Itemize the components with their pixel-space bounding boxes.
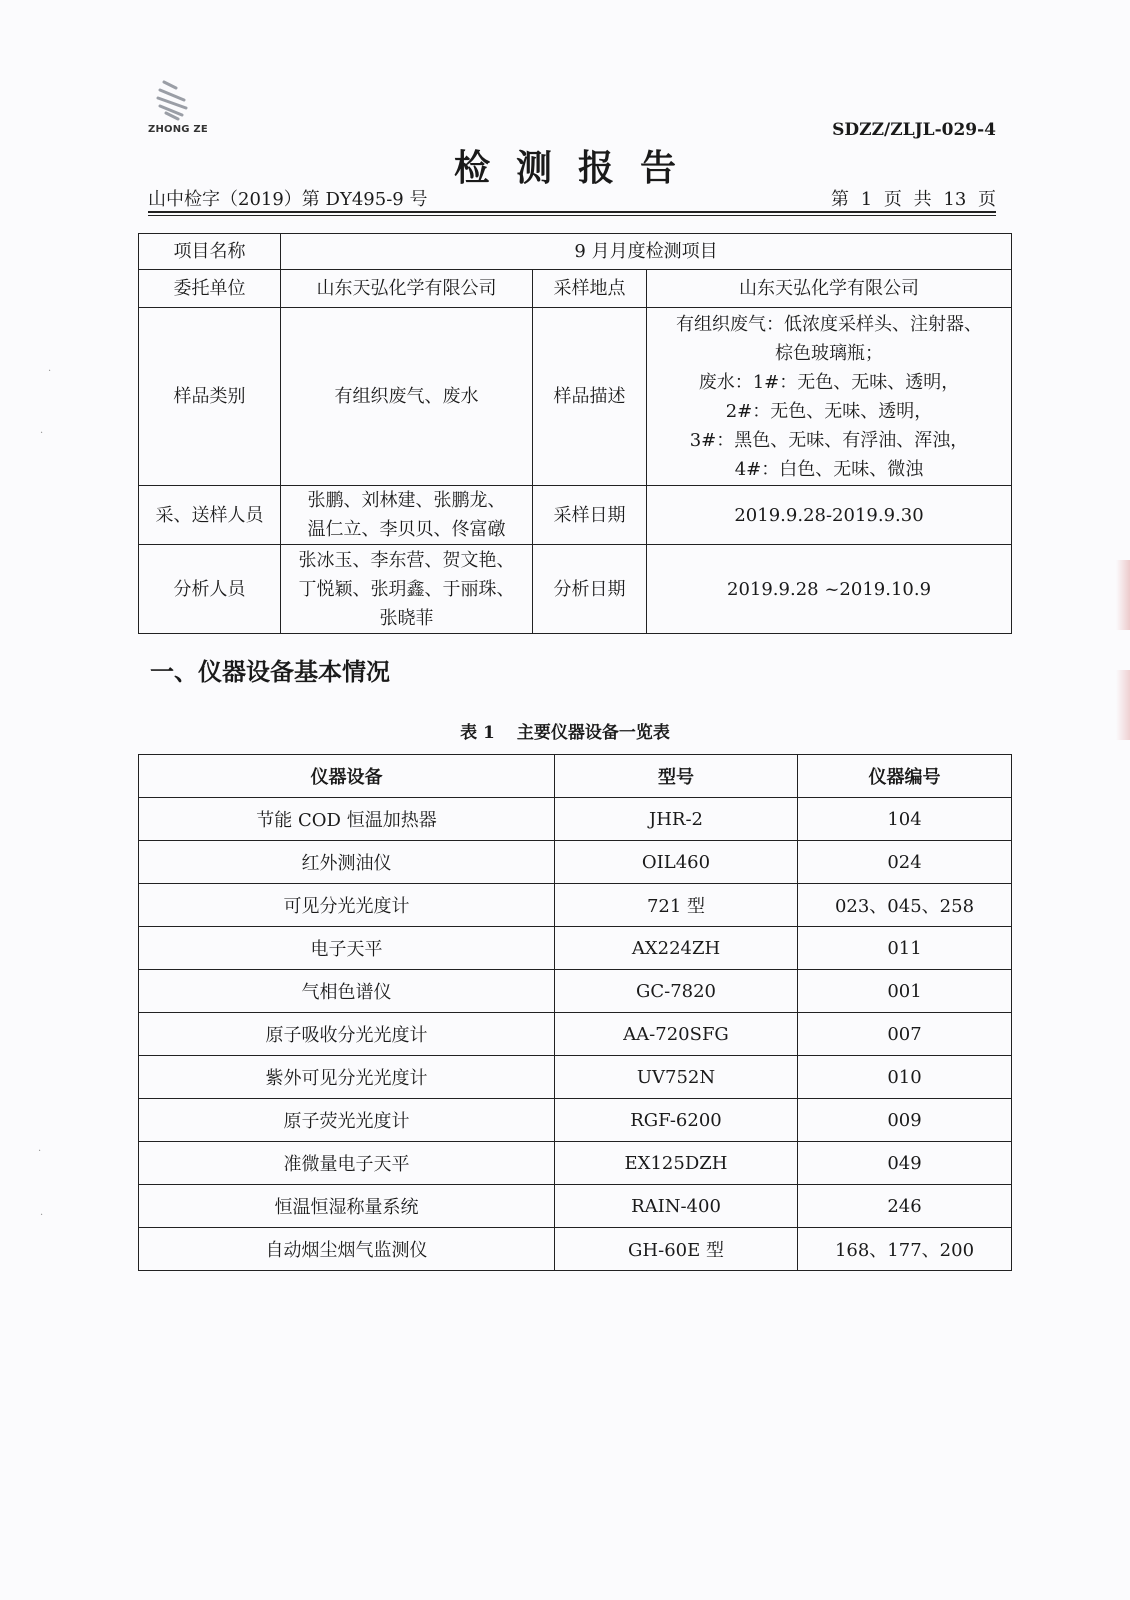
table-row	[139, 270, 1012, 308]
report-title: 检测报告	[453, 147, 702, 189]
table-row	[139, 1013, 1012, 1056]
table-row	[139, 308, 1012, 486]
scan-speck: ·	[40, 1210, 44, 1221]
equipment-table	[138, 754, 1012, 1271]
analysis-date-label: 分析日期	[533, 545, 647, 634]
model-cell: OIL460	[555, 841, 798, 884]
table-row	[139, 486, 1012, 545]
analysts-line: 张晓菲	[379, 607, 434, 629]
equipment-name-cell: 电子天平	[139, 927, 555, 970]
scan-speck: ·	[40, 428, 44, 439]
samplers-line: 张鹏、刘林建、张鹏龙、	[307, 490, 506, 511]
sample-type-value: 有组织废气、废水	[281, 308, 533, 486]
sample-desc-line: 有组织废气：低浓度采样头、注射器、	[676, 313, 983, 335]
samplers-label: 采、送样人员	[139, 486, 281, 545]
sample-desc-label: 样品描述	[533, 308, 647, 486]
table-row	[139, 1099, 1012, 1142]
column-header-number: 仪器编号	[798, 755, 1012, 798]
analysis-date-value: 2019.9.28 ~2019.10.9	[647, 545, 1012, 634]
sample-desc-line: 2#：无色、无味、透明，	[725, 400, 933, 422]
equipment-name-cell: 准微量电子天平	[139, 1142, 555, 1185]
sampling-date-value: 2019.9.28-2019.9.30	[647, 486, 1012, 545]
scan-speck: ·	[38, 1146, 42, 1157]
equipment-number-cell: 049	[798, 1142, 1012, 1185]
table-row	[139, 1228, 1012, 1271]
model-cell: RAIN-400	[555, 1185, 798, 1228]
equipment-name-cell: 气相色谱仪	[139, 970, 555, 1013]
equipment-name-cell: 节能 COD 恒温加热器	[139, 798, 555, 841]
sampling-site-value: 山东天弘化学有限公司	[647, 270, 1012, 308]
model-cell: AX224ZH	[555, 927, 798, 970]
project-name-label: 项目名称	[139, 234, 281, 270]
equipment-name-cell: 红外测油仪	[139, 841, 555, 884]
header-divider	[148, 211, 996, 216]
equipment-name-cell: 恒温恒湿称量系统	[139, 1185, 555, 1228]
report-info-table	[138, 233, 1012, 634]
table-row	[139, 927, 1012, 970]
section-heading: 一、仪器设备基本情况	[150, 657, 390, 686]
document-code: SDZZ/ZLJL-029-4	[832, 120, 996, 140]
logo-lines-icon	[152, 78, 192, 124]
equipment-number-cell: 168、177、200	[798, 1228, 1012, 1271]
report-number: 山中检字（2019）第 DY495-9 号	[148, 189, 428, 210]
sample-desc-line: 废水：1#：无色、无味、透明，	[698, 371, 960, 393]
table-row	[139, 884, 1012, 927]
analysts-label: 分析人员	[139, 545, 281, 634]
model-cell: GC-7820	[555, 970, 798, 1013]
equipment-name-cell: 自动烟尘烟气监测仪	[139, 1228, 555, 1271]
table-row	[139, 545, 1012, 634]
table-caption	[0, 718, 1130, 743]
equipment-number-cell: 010	[798, 1056, 1012, 1099]
sample-desc-value	[647, 308, 1012, 486]
scan-speck: ·	[48, 366, 52, 377]
analysts-line: 张冰玉、李东营、贺文艳、	[298, 549, 515, 571]
equipment-name-cell: 原子吸收分光光度计	[139, 1013, 555, 1056]
equipment-name-cell: 紫外可见分光光度计	[139, 1056, 555, 1099]
model-cell: 721 型	[555, 884, 798, 927]
client-value: 山东天弘化学有限公司	[281, 270, 533, 308]
model-cell: EX125DZH	[555, 1142, 798, 1185]
equipment-table-body	[139, 798, 1012, 1271]
model-cell: JHR-2	[555, 798, 798, 841]
project-name-value: 9 月月度检测项目	[281, 234, 1012, 270]
sampling-date-label: 采样日期	[533, 486, 647, 545]
equipment-name-cell: 可见分光光度计	[139, 884, 555, 927]
page-info: 第 1 页 共 13 页	[831, 189, 996, 210]
table-header-row	[139, 755, 1012, 798]
equipment-name-cell: 原子荧光光度计	[139, 1099, 555, 1142]
equipment-number-cell: 001	[798, 970, 1012, 1013]
client-label: 委托单位	[139, 270, 281, 308]
table-row	[139, 798, 1012, 841]
model-cell: UV752N	[555, 1056, 798, 1099]
sample-desc-line: 3#：黑色、无味、有浮油、浑浊，	[689, 429, 969, 451]
table-row	[139, 1056, 1012, 1099]
equipment-number-cell: 009	[798, 1099, 1012, 1142]
column-header-model: 型号	[555, 755, 798, 798]
model-cell: GH-60E 型	[555, 1228, 798, 1271]
logo-text: ZHONG ZE	[148, 124, 208, 135]
sample-desc-line: 4#：白色、无味、微浊	[734, 458, 924, 480]
company-logo	[148, 78, 218, 140]
equipment-number-cell: 104	[798, 798, 1012, 841]
table-row	[139, 1185, 1012, 1228]
equipment-number-cell: 011	[798, 927, 1012, 970]
model-cell: AA-720SFG	[555, 1013, 798, 1056]
table-row	[139, 1142, 1012, 1185]
equipment-number-cell: 246	[798, 1185, 1012, 1228]
stamp-edge-mark	[1116, 560, 1130, 630]
table-caption-number: 表 1	[460, 723, 495, 743]
table-row	[139, 970, 1012, 1013]
equipment-number-cell: 007	[798, 1013, 1012, 1056]
sampling-site-label: 采样地点	[533, 270, 647, 308]
sample-desc-line: 棕色玻璃瓶；	[775, 342, 884, 364]
analysts-line: 丁悦颖、张玥鑫、于丽珠、	[298, 578, 515, 600]
table-row	[139, 234, 1012, 270]
table-row	[139, 841, 1012, 884]
analysts-value	[281, 545, 533, 634]
sample-type-label: 样品类别	[139, 308, 281, 486]
table-caption-title: 主要仪器设备一览表	[516, 723, 670, 743]
samplers-value	[281, 486, 533, 545]
equipment-number-cell: 023、045、258	[798, 884, 1012, 927]
stamp-edge-mark	[1116, 670, 1130, 740]
samplers-line: 温仁立、李贝贝、佟富礅	[307, 519, 506, 540]
equipment-number-cell: 024	[798, 841, 1012, 884]
model-cell: RGF-6200	[555, 1099, 798, 1142]
column-header-equipment: 仪器设备	[139, 755, 555, 798]
